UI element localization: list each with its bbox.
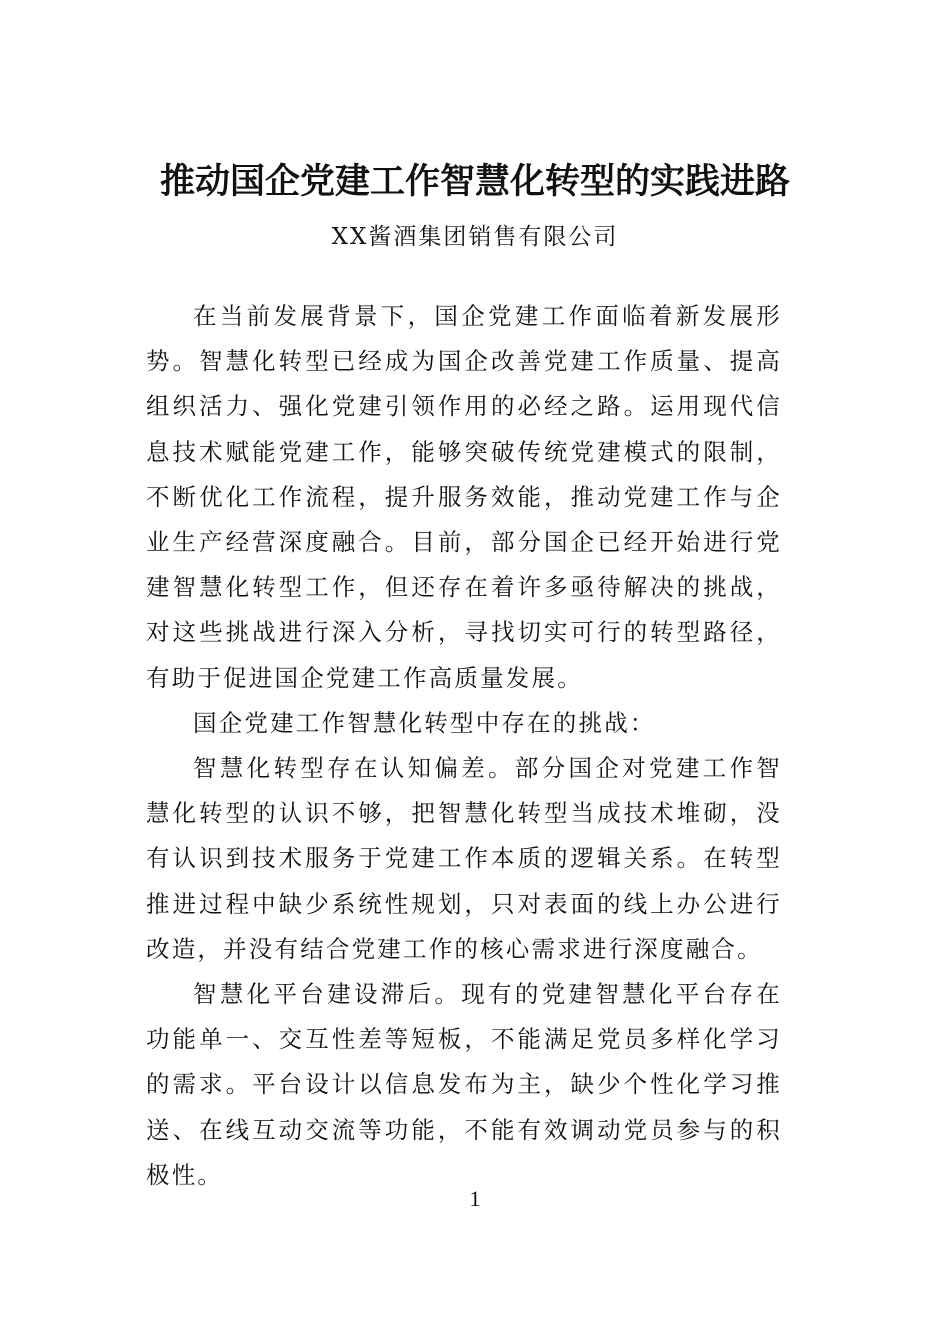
document-title: 推动国企党建工作智慧化转型的实践进路 bbox=[159, 161, 790, 202]
document-body bbox=[146, 294, 782, 1198]
document-author: XX酱酒集团销售有限公司 bbox=[331, 224, 619, 250]
paragraph-cognitive-bias: 智慧化转型存在认知偏差。部分国企对党建工作智慧化转型的认识不够，把智慧化转型当成技术堆砌，没有认识到技术服务于党建工作本质的逻辑关系。在转型推进过程中缺少系统性规划，只对表面的线上办公进行改造，并没有结合党建工作的核心需求进行深度融合。 bbox=[146, 754, 782, 963]
paragraph-intro: 在当前发展背景下，国企党建工作面临着新发展形势。智慧化转型已经成为国企改善党建工作质量、提高组织活力、强化党建引领作用的必经之路。运用现代信息技术赋能党建工作，能够突破传统党建模式的限制，不断优化工作流程，提升服务效能，推动党建工作与企业生产经营深度融合。目前，部分国企已经开始进行党建智慧化转型工作，但还存在着许多亟待解决的挑战，对这些挑战进行深入分析，寻找切实可行的转型路径，有助于促进国企党建工作高质量发展。 bbox=[146, 302, 782, 692]
page-number: 1 bbox=[469, 1186, 481, 1211]
paragraph-platform-lag: 智慧化平台建设滞后。现有的党建智慧化平台存在功能单一、交互性差等短板，不能满足党员多样化学习的需求。平台设计以信息发布为主，缺少个性化学习推送、在线互动交流等功能，不能有效调动党员参与的积极性。 bbox=[146, 980, 782, 1189]
paragraph-challenges-heading: 国企党建工作智慧化转型中存在的挑战： bbox=[193, 708, 656, 737]
